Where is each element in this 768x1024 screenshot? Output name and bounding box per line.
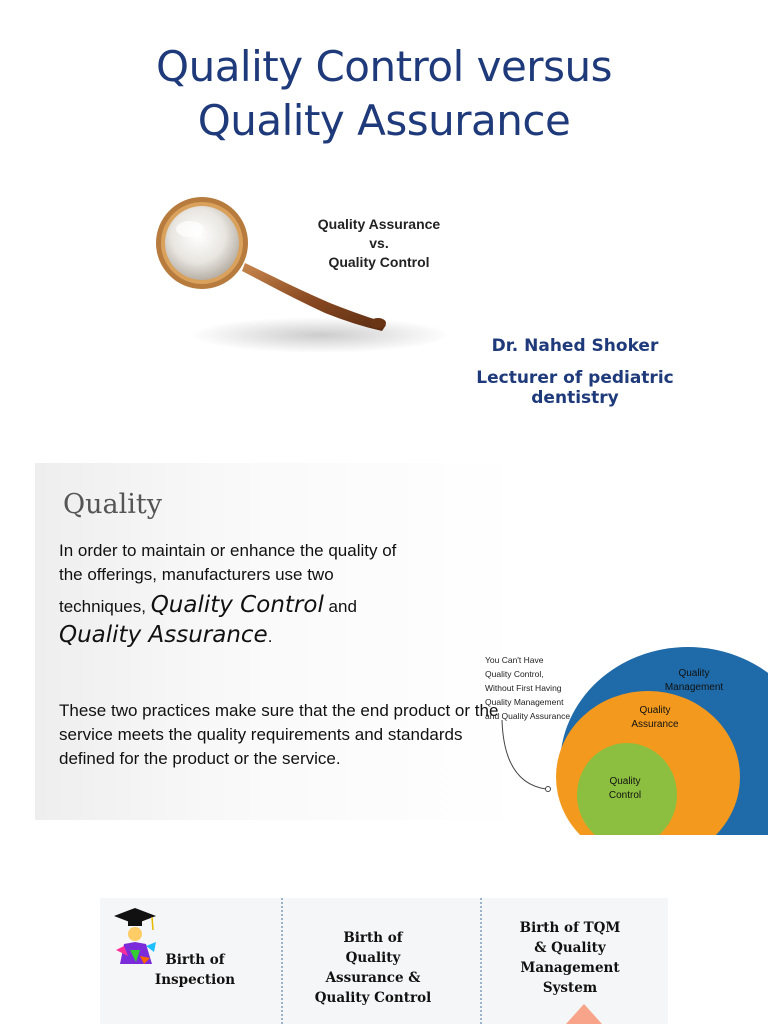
timeline-divider-1 xyxy=(281,898,283,1024)
quality-p1-line-2: the offerings, manufacturers use two xyxy=(59,565,334,584)
col3-line-4: System xyxy=(542,980,598,996)
note-line-4: Quality Management xyxy=(485,697,564,707)
outer-label-line-1: Quality xyxy=(678,668,710,679)
author-name: Dr. Nahed Shoker xyxy=(491,336,659,356)
quality-paragraph-2: These two practices make sure that the end product or the service meets the quality requirements and standards defined for the product or the service. xyxy=(59,701,499,768)
page-title xyxy=(0,40,768,148)
quality-heading: Quality xyxy=(63,489,162,520)
label-quality-control xyxy=(595,775,655,803)
col2-line-3: Assurance & xyxy=(325,970,421,986)
note-line-5: and Quality Assurance xyxy=(485,711,571,721)
timeline-divider-2 xyxy=(480,898,482,1024)
diagram-note xyxy=(485,653,585,723)
note-line-2: Quality Control, xyxy=(485,669,544,679)
note-line-3: Without First Having xyxy=(485,683,562,693)
label-quality-assurance xyxy=(620,704,690,732)
inner-label-line-1: Quality xyxy=(609,776,641,787)
magnifier-caption-line-2: vs. xyxy=(369,235,389,251)
col2-line-4: Quality Control xyxy=(314,990,432,1006)
col3-line-3: Management xyxy=(520,960,620,976)
middle-label-line-2: Assurance xyxy=(631,719,679,730)
col1-line-2: Inspection xyxy=(154,972,236,988)
quality-p1-line-3 xyxy=(59,593,499,619)
timeline-col-tqm xyxy=(500,918,640,998)
callout-line xyxy=(502,720,546,789)
quality-control-term: Quality Control xyxy=(150,592,324,618)
orange-arrow-shape xyxy=(564,1002,604,1024)
author-role: Lecturer of pediatric dentistry xyxy=(476,368,674,408)
quality-p1-line-3-pre: techniques, xyxy=(59,597,151,616)
quality-p1-line-4-post: . xyxy=(267,627,273,646)
col2-line-2: Quality xyxy=(345,950,401,966)
nested-quality-diagram xyxy=(480,645,768,835)
quality-p1-line-3-post: and xyxy=(323,597,357,616)
inner-label-line-2: Control xyxy=(608,790,642,801)
callout-dot xyxy=(546,787,551,792)
quality-panel xyxy=(35,463,522,820)
quality-paragraph-1 xyxy=(59,539,499,649)
title-line-2: Quality Assurance xyxy=(197,96,571,145)
quality-timeline xyxy=(100,898,668,1024)
magnifier-caption-line-1: Quality Assurance xyxy=(317,216,441,232)
col1-line-1: Birth of xyxy=(165,952,225,968)
col2-line-1: Birth of xyxy=(343,930,403,946)
magnifier-caption xyxy=(284,215,474,272)
outer-label-line-2: Management xyxy=(664,682,724,693)
quality-assurance-term: Quality Assurance xyxy=(59,622,268,648)
timeline-col-qa-qc xyxy=(300,928,446,1008)
timeline-col-inspection xyxy=(140,950,250,990)
quality-p1-line-1: In order to maintain or enhance the quality of xyxy=(59,541,397,560)
middle-label-line-1: Quality xyxy=(639,705,671,716)
col3-line-1: Birth of TQM xyxy=(519,920,621,936)
quality-p1-line-4 xyxy=(59,623,499,649)
label-quality-management xyxy=(654,667,734,695)
note-line-1: You Can't Have xyxy=(485,655,544,665)
title-line-1: Quality Control versus xyxy=(156,42,612,91)
magnifier-caption-line-3: Quality Control xyxy=(328,254,430,270)
col3-line-2: & Quality xyxy=(534,940,606,956)
